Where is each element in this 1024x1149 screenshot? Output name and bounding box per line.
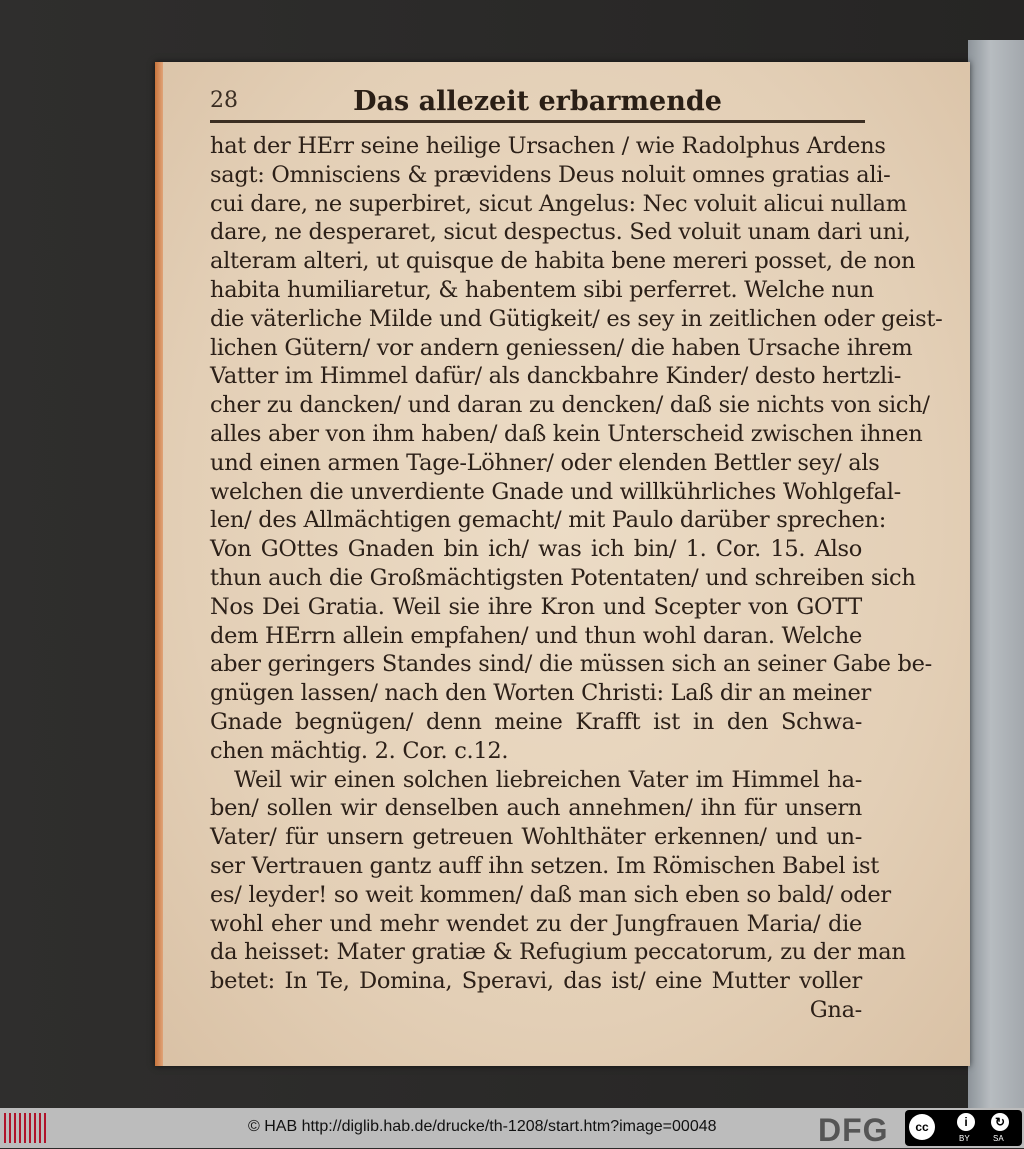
text-line: ben/ sollen wir denselben auch annehmen/ ihn für unsern: [210, 795, 862, 822]
text-line: dem HErrn allein empfahen/ und thun wohl daran. Welche: [210, 622, 862, 649]
text-line: Gnade begnügen/ denn meine Krafft ist in den Schwa-: [210, 708, 862, 735]
text-line: lichen Gütern/ vor andern geniessen/ die haben Ursache ihrem: [210, 334, 913, 361]
book-page: [155, 62, 970, 1066]
text-line: die väterliche Milde und Gütigkeit/ es sey in zeitlichen oder geist-: [210, 305, 943, 332]
adjacent-page-edge: [968, 40, 1024, 1108]
cc-icon: cc: [909, 1114, 935, 1140]
hab-logo-icon[interactable]: [4, 1113, 46, 1143]
text-line: habita humiliaretur, & habentem sibi perferret. Welche nun: [210, 276, 874, 303]
cc-license-badge[interactable]: [905, 1110, 1022, 1146]
text-line: hat der HErr seine heilige Ursachen / wie Radolphus Ardens: [210, 133, 886, 159]
running-title: Das allezeit erbarmende: [353, 86, 722, 117]
footer-bar: [0, 1108, 1024, 1148]
text-line: len/ des Allmächtigen gemacht/ mit Paulo darüber sprechen:: [210, 507, 887, 534]
text-line: Vater/ für unsern getreuen Wohlthäter erkennen/ und un-: [210, 824, 862, 851]
by-label: BY: [959, 1134, 970, 1143]
text-line: sagt: Omnisciens & prævidens Deus noluit omnes gratias ali-: [210, 161, 891, 188]
sa-icon: ↻: [991, 1113, 1009, 1131]
text-line: es/ leyder! so weit kommen/ daß man sich eben so bald/ oder: [210, 881, 891, 908]
text-line: da heisset: Mater gratiæ & Refugium peccatorum, zu der man: [210, 939, 906, 966]
text-line: thun auch die Großmächtigsten Potentaten/ und schreiben sich: [210, 564, 916, 591]
text-line: chen mächtig. 2. Cor. c.12.: [210, 737, 509, 764]
text-line: alles aber von ihm haben/ daß kein Unterscheid zwischen ihnen: [210, 420, 923, 447]
text-line: alteram alteri, ut quisque de habita bene mereri posset, de non: [210, 248, 916, 275]
text-line: aber geringers Standes sind/ die müssen sich an seiner Gabe be-: [210, 651, 932, 678]
text-line: Weil wir einen solchen liebreichen Vater im Himmel ha-: [234, 766, 862, 793]
dfg-logo[interactable]: DFG: [818, 1112, 889, 1148]
text-line: dare, ne desperaret, sicut despectus. Sed voluit unam dari uni,: [210, 219, 911, 246]
text-line: Vatter im Himmel dafür/ als danckbahre Kinder/ desto hertzli-: [210, 363, 902, 390]
page-header: [210, 86, 865, 123]
text-line: betet: In Te, Domina, Speravi, das ist/ eine Mutter voller: [210, 968, 862, 995]
text-line: wohl eher und mehr wendet zu der Jungfrauen Maria/ die: [210, 910, 862, 937]
copyright-link[interactable]: © HAB http://diglib.hab.de/drucke/th-1208/start.htm?image=00048: [248, 1118, 717, 1135]
text-line: welchen die unverdiente Gnade und willkührliches Wohlgefal-: [210, 478, 901, 505]
text-line: cher zu dancken/ und daran zu dencken/ daß sie nichts von sich/: [210, 392, 930, 419]
sa-label: SA: [993, 1134, 1004, 1143]
page-text: [210, 132, 943, 1025]
by-icon: i: [957, 1113, 975, 1131]
page-number: 28: [210, 88, 238, 113]
text-line: Nos Dei Gratia. Weil sie ihre Kron und Scepter von GOTT: [210, 593, 862, 620]
text-line: cui dare, ne superbiret, sicut Angelus: Nec voluit alicui nullam: [210, 190, 907, 217]
text-line: gnügen lassen/ nach den Worten Christi: Laß dir an meiner: [210, 680, 871, 707]
page-edge: [155, 62, 163, 1066]
text-line: Von GOttes Gnaden bin ich/ was ich bin/ 1. Cor. 15. Also: [210, 536, 862, 563]
catchword: Gna-: [809, 996, 862, 1023]
text-line: ser Vertrauen gantz auff ihn setzen. Im Römischen Babel ist: [210, 852, 880, 879]
text-line: und einen armen Tage-Löhner/ oder elenden Bettler sey/ als: [210, 449, 880, 476]
